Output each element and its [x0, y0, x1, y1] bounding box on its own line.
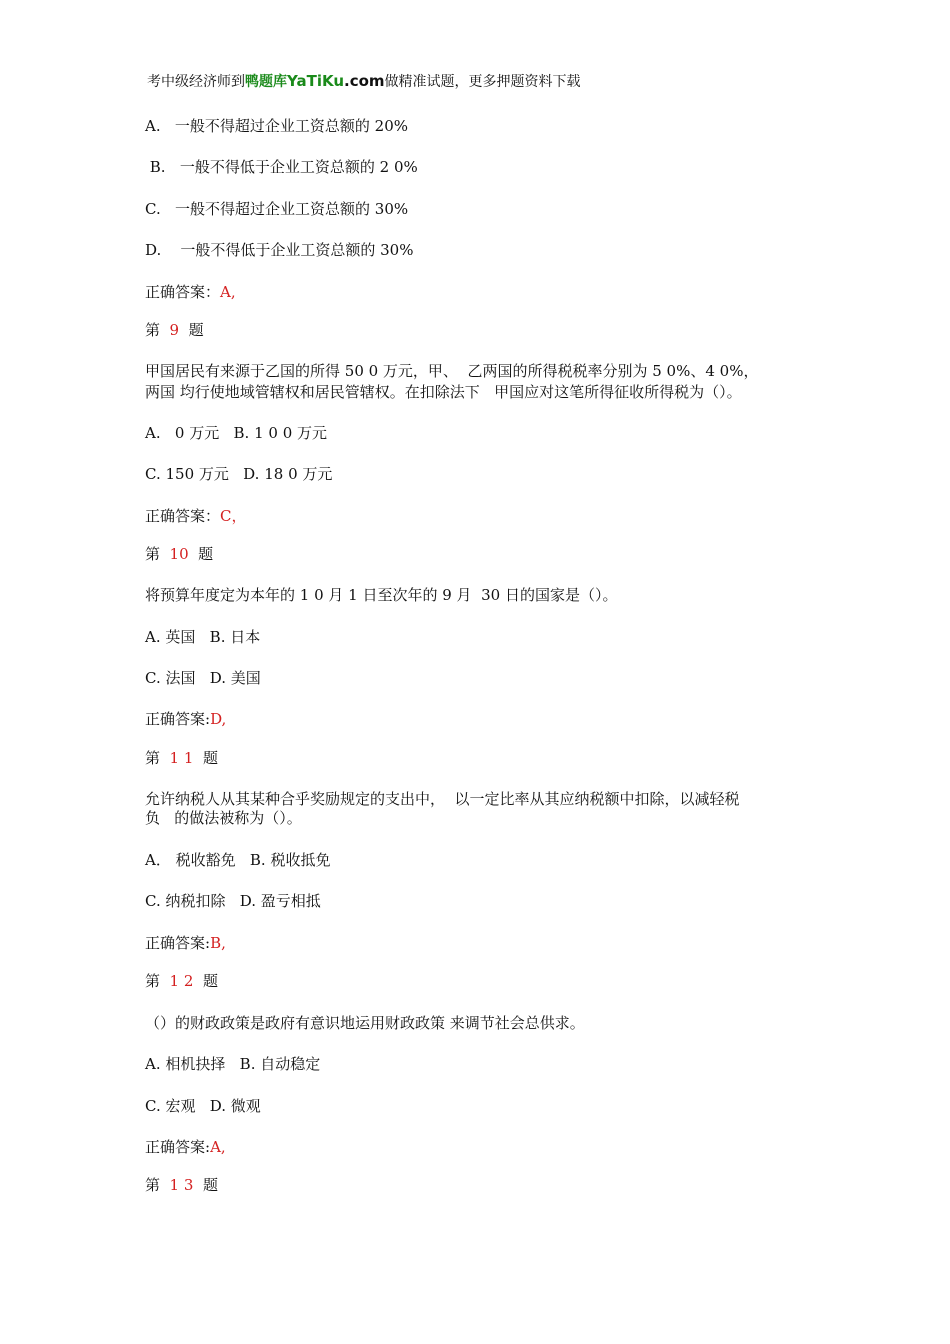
- q10-title: [145, 544, 213, 564]
- question-number: 1 2: [169, 972, 194, 990]
- question-number: 1 3: [169, 1176, 194, 1194]
- question-title-suffix: 题: [193, 749, 218, 767]
- answer-value: D,: [210, 710, 227, 728]
- question-number: 1 1: [169, 749, 194, 767]
- page-header: [147, 71, 581, 92]
- answer-label: 正确答案：: [145, 283, 221, 301]
- answer-label: 正确答案:: [145, 710, 211, 728]
- q9-options-ab: A. 0 万元 B. 1 0 0 万元: [145, 424, 328, 442]
- question-title-prefix: 第: [145, 749, 170, 767]
- answer-value: A,: [210, 1138, 226, 1156]
- q11-options-cd: C. 纳税扣除 D. 盈亏相抵: [145, 892, 321, 910]
- question-number: 9: [169, 321, 180, 339]
- q12-stem: （）的财政政策是政府有意识地运用财政政策 来调节社会总供求。: [145, 1014, 585, 1032]
- question-title-prefix: 第: [145, 972, 170, 990]
- q9-options-cd: C. 150 万元 D. 18 0 万元: [145, 465, 333, 483]
- q9-answer: [145, 506, 247, 526]
- q12-options-cd: C. 宏观 D. 微观: [145, 1097, 261, 1115]
- answer-label: 正确答案:: [145, 1138, 211, 1156]
- q11-stem-line2: 负 的做法被称为（）。: [145, 809, 302, 827]
- question-title-prefix: 第: [145, 321, 170, 339]
- q8-answer: [145, 282, 236, 302]
- question-title-suffix: 题: [193, 972, 218, 990]
- brand-domain: .com: [344, 72, 385, 90]
- header-prefix: 考中级经济师到: [147, 74, 245, 90]
- answer-value: A,: [220, 283, 236, 301]
- q10-options-cd: C. 法国 D. 美国: [145, 669, 261, 687]
- q11-options-ab: A． 税收豁免 B. 税收抵免: [145, 851, 331, 869]
- q8-option-c: C. 一般不得超过企业工资总额的 30%: [145, 200, 409, 218]
- answer-label: 正确答案:: [145, 934, 211, 952]
- answer-value: C，: [220, 507, 247, 525]
- answer-value: B,: [210, 934, 226, 952]
- brand-name-cn: 鸭题库: [245, 74, 287, 90]
- question-title-suffix: 题: [179, 321, 204, 339]
- brand-name-en: YaTiKu: [287, 72, 345, 90]
- q8-option-d: D. 一般不得低于企业工资总额的 30%: [145, 241, 414, 259]
- q11-answer: [145, 933, 226, 953]
- question-title-prefix: 第: [145, 545, 170, 563]
- q13-title: [145, 1175, 218, 1195]
- q10-answer: [145, 709, 226, 729]
- q11-stem-line1: 允许纳税人从其某种合乎奖励规定的支出中， 以一定比率从其应纳税额中扣除，以减轻税: [145, 790, 740, 808]
- q9-stem-line2: 两国 均行使地域管辖权和居民管辖权。在扣除法下 甲国应对这笔所得征收所得税为（）。: [145, 383, 742, 401]
- q10-stem: 将预算年度定为本年的 1 0 月 1 日至次年的 9 月 30 日的国家是（）。: [145, 586, 618, 604]
- q8-option-b: B. 一般不得低于企业工资总额的 2 0%: [145, 158, 418, 176]
- q12-options-ab: A. 相机抉择 B. 自动稳定: [145, 1055, 321, 1073]
- q12-title: [145, 971, 218, 991]
- question-title-suffix: 题: [188, 545, 214, 563]
- q9-stem-line1: 甲国居民有来源于乙国的所得 50 0 万元，甲、 乙两国的所得税税率分别为 5 0%、4 0%，: [145, 362, 759, 380]
- header-suffix: 做精准试题，更多押题资料下载: [384, 74, 581, 90]
- q12-answer: [145, 1137, 226, 1157]
- q10-options-ab: A. 英国 B. 日本: [145, 628, 261, 646]
- question-number: 10: [169, 545, 189, 563]
- answer-label: 正确答案：: [145, 507, 221, 525]
- question-title-suffix: 题: [193, 1176, 218, 1194]
- q9-title: [145, 320, 204, 340]
- q8-option-a: A. 一般不得超过企业工资总额的 20%: [145, 117, 409, 135]
- q11-title: [145, 748, 218, 768]
- question-title-prefix: 第: [145, 1176, 170, 1194]
